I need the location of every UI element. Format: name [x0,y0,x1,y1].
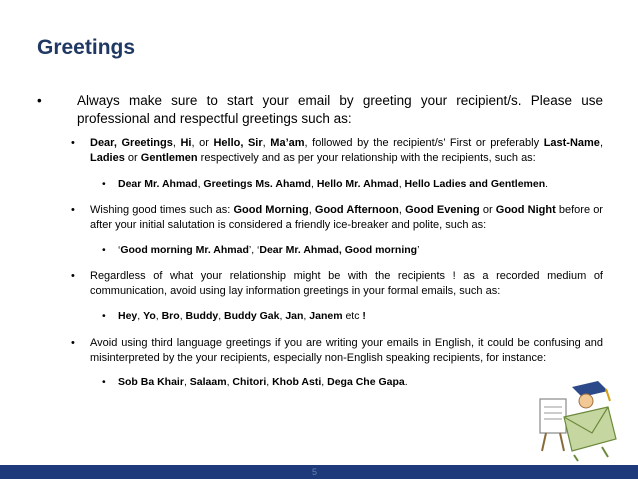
sub-bullet-item-2 [71,203,603,233]
sub-bullet-item-1 [71,136,603,166]
sub-bullet-text: Wishing good times such as: Good Morning, Good Afternoon, Good Evening or Good Night before or after your initial salutation is considered a friendly ice-breaker and polite, such as: [90,204,603,231]
example-item-2 [102,243,602,258]
intro-text: Always make sure to start your email by greeting your recipient/s. Please use professional and respectful greetings such as: [77,93,603,126]
sub-bullet-item-3 [71,269,603,299]
bullet: • [37,93,42,108]
bullet: • [102,178,106,190]
bullet: • [102,376,106,388]
example-text: ‘Good morning Mr. Ahmad’, ‘Dear Mr. Ahmad, Good morning’ [118,244,420,256]
slide-number: 5 [312,467,318,477]
example-item-3 [102,309,602,324]
example-text: Hey, Yo, Bro, Buddy, Buddy Gak, Jan, Janem etc ! [118,310,366,322]
example-text: Dear Mr. Ahmad, Greetings Ms. Ahamd, Hello Mr. Ahmad, Hello Ladies and Gentlemen. [118,178,549,190]
sub-bullet-text: Dear, Greetings, Hi, or Hello, Sir, Ma’am, followed by the recipient/s’ First or preferably Last-Name, Ladies or Gentlemen respectively and as per your relationship with the recipients, such as: [90,137,603,164]
slide-title: Greetings [37,36,136,59]
bullet: • [102,244,106,256]
bullet: • [71,270,75,282]
teacher-envelope-icon [534,377,620,463]
bullet: • [71,137,75,149]
sub-bullet-text: Regardless of what your relationship might be with the recipients ! as a recorded medium of communication, avoid using lay information greetings in your formal emails, such as: [90,270,603,297]
footer-bar [0,465,638,479]
sub-bullet-item-4 [71,336,603,366]
example-item-4 [102,375,602,390]
bullet: • [71,204,75,216]
example-text: Sob Ba Khair, Salaam, Chitori, Khob Asti, Dega Che Gapa. [118,376,408,388]
bullet: • [102,310,106,322]
bullet: • [71,337,75,349]
sub-bullet-text: Avoid using third language greetings if you are writing your emails in English, it could be confusing and misinterpreted by the your recipients, especially non-English speaking recipients, for instance: [90,337,603,364]
main-bullet-item [37,92,603,128]
example-item-1 [102,177,602,192]
